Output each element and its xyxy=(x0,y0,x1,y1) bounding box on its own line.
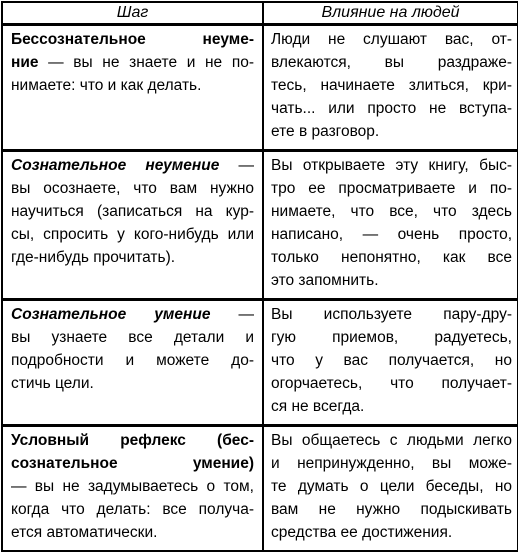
step-term-fragment: Сознательное умение xyxy=(11,306,211,323)
step-line xyxy=(11,246,254,269)
step-line xyxy=(11,326,254,349)
step-term-fragment: Условный рефлекс (бес- xyxy=(11,432,254,449)
header-effect: Влияние на людей xyxy=(263,2,518,25)
step-text-fragment: — вы не задумываетесь о том, xyxy=(11,478,254,495)
step-text-fragment: подробности и можете до- xyxy=(11,352,254,369)
step-line xyxy=(11,521,254,544)
step-cell xyxy=(2,426,263,552)
effect-line: тесь, начинаете злиться, кри- xyxy=(271,77,512,94)
step-text-fragment: ется автоматически. xyxy=(11,524,158,541)
effect-line: Вы используете пару-дру- xyxy=(271,306,512,323)
effect-line: Вы открываете эту книгу, быс- xyxy=(271,157,512,174)
step-text-fragment: когда что делать: все получа- xyxy=(11,501,254,518)
step-line xyxy=(11,475,254,498)
effect-line: написано, — очень просто, xyxy=(271,226,512,243)
step-term-fragment: ние xyxy=(11,54,39,71)
effect-line: Вы общаетесь с людьми легко xyxy=(271,432,512,449)
effect-line: ете в разговор. xyxy=(271,123,380,140)
step-line xyxy=(11,51,254,74)
effect-line: ся не всегда. xyxy=(271,398,365,415)
skills-table xyxy=(1,1,518,552)
step-cell xyxy=(2,151,263,300)
effect-line: тро ее просматриваете и по- xyxy=(271,180,512,197)
effect-line: Люди не слушают вас, от- xyxy=(271,31,512,48)
table-row xyxy=(2,25,518,151)
effect-line: гую приемов, радуетесь, xyxy=(271,329,512,346)
step-text-fragment: вы осознаете, что вам нужно xyxy=(11,180,254,197)
step-line xyxy=(11,74,254,97)
step-text-fragment: сы, спросить у кого-нибудь или xyxy=(11,226,254,243)
effect-cell xyxy=(263,151,518,300)
step-term-fragment: сознательное умение) xyxy=(11,455,254,472)
step-line xyxy=(11,349,254,372)
effect-line: это запомнить. xyxy=(271,272,379,289)
step-line xyxy=(11,200,254,223)
table-row xyxy=(2,151,518,300)
step-text-fragment: научиться (записаться на кур- xyxy=(11,203,254,220)
step-line xyxy=(11,429,254,452)
header-step: Шаг xyxy=(2,2,263,25)
header-row xyxy=(2,2,518,25)
step-line xyxy=(11,452,254,475)
step-text-fragment: нимаете: что и как делать. xyxy=(11,77,202,94)
table-body xyxy=(2,25,518,552)
effect-line: огорчаетесь, что получает- xyxy=(271,375,512,392)
table-row xyxy=(2,300,518,426)
effect-cell xyxy=(263,300,518,426)
effect-line: чать... или просто не вступа- xyxy=(271,100,512,117)
effect-line: влекаются, вы раздраже- xyxy=(271,54,512,71)
effect-cell xyxy=(263,25,518,151)
step-line xyxy=(11,372,254,395)
step-line xyxy=(11,223,254,246)
effect-line: только непонятно, как все xyxy=(271,249,512,266)
step-text-fragment: — вы не знаете и не по- xyxy=(38,54,254,71)
step-text-fragment: где-нибудь прочитать). xyxy=(11,249,176,266)
step-term-fragment: Бессознательное неуме- xyxy=(11,31,254,48)
step-text-fragment: — xyxy=(219,157,255,174)
step-text-fragment: — xyxy=(210,306,255,323)
step-line xyxy=(11,154,254,177)
effect-line: средства ее достижения. xyxy=(271,524,453,541)
table-row xyxy=(2,426,518,552)
step-line xyxy=(11,177,254,200)
step-text-fragment: стичь цели. xyxy=(11,375,94,392)
effect-line: нимаете, что все, что здесь xyxy=(271,203,512,220)
step-term-fragment: Сознательное неумение xyxy=(11,157,220,174)
step-line xyxy=(11,498,254,521)
step-cell xyxy=(2,25,263,151)
effect-cell xyxy=(263,426,518,552)
step-line xyxy=(11,303,254,326)
effect-line: те думать о цели беседы, но xyxy=(271,478,512,495)
step-cell xyxy=(2,300,263,426)
effect-line: и непринужденно, вы може- xyxy=(271,455,512,472)
step-line xyxy=(11,28,254,51)
step-text-fragment: вы узнаете все детали и xyxy=(11,329,254,346)
effect-line: вам не нужно подыскивать xyxy=(271,501,512,518)
effect-line: что у вас получается, но xyxy=(271,352,512,369)
